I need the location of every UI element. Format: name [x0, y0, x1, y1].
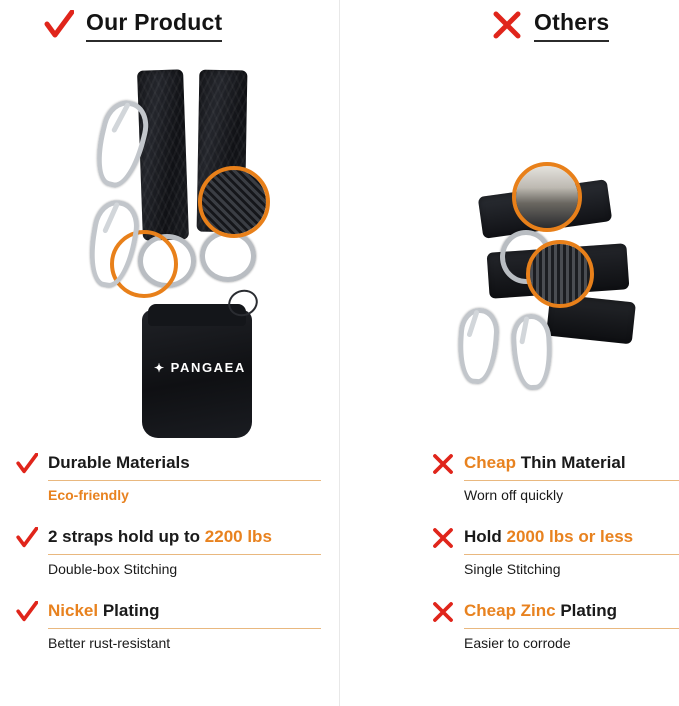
feature-title-highlight: 2200 lbs: [204, 527, 272, 547]
feature-subtitle: Eco-friendly: [48, 480, 321, 504]
other-carabiner-left: [455, 307, 500, 386]
feature-title: [48, 526, 321, 549]
pouch-brand-label: [154, 360, 246, 375]
cross-mark-icon: [492, 10, 522, 40]
feature-item: [16, 600, 321, 652]
cross-mark-icon: [432, 453, 454, 475]
feature-title-highlight: Cheap Zinc: [464, 601, 556, 621]
feature-title-text: Plating: [98, 601, 160, 621]
brand-star-icon: ✦: [154, 360, 166, 375]
cross-mark-icon: [432, 601, 454, 623]
check-mark-icon: [16, 453, 38, 475]
feature-subtitle: Easier to corrode: [464, 628, 679, 652]
brand-name: PANGAEA: [170, 360, 246, 375]
check-mark-icon: [16, 527, 38, 549]
feature-title: [464, 452, 679, 475]
feature-subtitle: Better rust-resistant: [48, 628, 321, 652]
product-photo-zone: [0, 52, 679, 444]
feature-title: [464, 600, 679, 623]
our-strap-left: [137, 69, 189, 241]
feature-title-highlight: Cheap: [464, 453, 516, 472]
feature-title: [464, 526, 679, 549]
feature-item: [432, 526, 679, 578]
feature-title-highlight: Nickel: [48, 601, 99, 621]
left-feature-list: [16, 452, 321, 674]
other-stitching-callout: [526, 240, 594, 308]
feature-item: [16, 452, 321, 504]
our-stitching-callout: [198, 166, 270, 238]
check-mark-icon: [44, 10, 74, 40]
feature-title-text: Thin Material: [515, 453, 626, 472]
left-column-header: [44, 8, 222, 42]
other-material-callout: [512, 162, 582, 232]
right-column-header: [492, 8, 609, 42]
feature-title-highlight: 2000 lbs or less: [506, 527, 634, 547]
right-column-title: Others: [534, 8, 609, 42]
feature-title-text: Plating: [555, 601, 618, 621]
feature-title: Durable Materials: [48, 453, 190, 472]
other-carabiner-right: [510, 313, 554, 391]
feature-subtitle: Worn off quickly: [464, 480, 679, 504]
right-feature-list: [432, 452, 679, 674]
cross-mark-icon: [432, 527, 454, 549]
check-mark-icon: [16, 601, 38, 623]
feature-item: [16, 526, 321, 578]
feature-item: [432, 452, 679, 504]
feature-title-text: 2 straps hold up to: [48, 527, 205, 547]
feature-title-text: Hold: [464, 527, 507, 547]
feature-title: [48, 600, 321, 623]
left-column-title: Our Product: [86, 8, 222, 42]
our-dring-right: [200, 230, 256, 282]
feature-subtitle: Double-box Stitching: [48, 554, 321, 578]
feature-subtitle: Single Stitching: [464, 554, 679, 578]
feature-item: [432, 600, 679, 652]
